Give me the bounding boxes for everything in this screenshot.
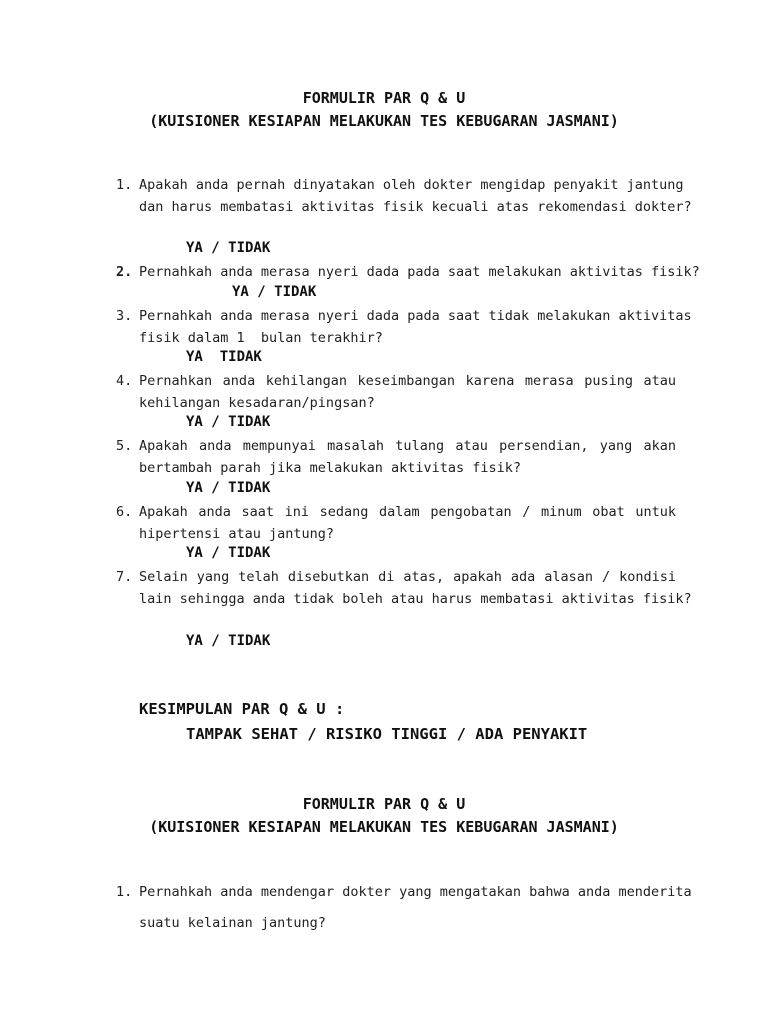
question-5	[116, 435, 676, 479]
answer-option-3: YA TIDAK	[186, 349, 262, 365]
conclusion-label: KESIMPULAN PAR Q & U :	[139, 700, 345, 718]
question-2	[116, 261, 700, 283]
conclusion-options: TAMPAK SEHAT / RISIKO TINGGI / ADA PENYAKIT	[186, 725, 588, 743]
question-text-line: dan harus membatasi aktivitas fisik kecuali atas rekomendasi dokter?	[139, 199, 692, 215]
question-number: 3.	[116, 308, 133, 324]
question-number: 1.	[116, 884, 133, 900]
question-text-line: Pernahkan anda kehilangan keseimbangan karena merasa pusing atau	[139, 373, 676, 389]
question-text-line: Selain yang telah disebutkan di atas, apakah ada alasan / kondisi	[139, 569, 676, 585]
question-text-line: Pernahkah anda mendengar dokter yang mengatakan bahwa anda menderita	[139, 884, 692, 900]
question-number: 7.	[116, 569, 133, 585]
form-subtitle: (KUISIONER KESIAPAN MELAKUKAN TES KEBUGARAN JASMANI)	[149, 112, 619, 130]
answer-option-6: YA / TIDAK	[186, 545, 271, 561]
question-1	[116, 174, 692, 218]
form-title: FORMULIR PAR Q & U	[302, 89, 466, 107]
answer-option-4: YA / TIDAK	[186, 414, 271, 430]
question-number: 1.	[116, 177, 133, 193]
question-3	[116, 305, 692, 349]
question-text-line: Apakah anda mempunyai masalah tulang atau persendian, yang akan	[139, 438, 676, 454]
question-6	[116, 501, 676, 545]
question-text-line: bertambah parah jika melakukan aktivitas fisik?	[139, 460, 522, 476]
question-7	[116, 566, 692, 610]
question-number: 4.	[116, 373, 133, 389]
question-number: 2.	[116, 264, 133, 280]
question-number: 6.	[116, 504, 133, 520]
question-text-line: Apakah anda saat ini sedang dalam pengobatan / minum obat untuk	[139, 504, 676, 520]
question-text-line: kehilangan kesadaran/pingsan?	[139, 395, 375, 411]
answer-option-5: YA / TIDAK	[186, 480, 271, 496]
form-subtitle-2: (KUISIONER KESIAPAN MELAKUKAN TES KEBUGARAN JASMANI)	[149, 818, 619, 836]
question-text-line: suatu kelainan jantung?	[139, 915, 326, 931]
question-text-line: fisik dalam 1 bulan terakhir?	[139, 330, 383, 346]
form-title-2: FORMULIR PAR Q & U	[302, 795, 466, 813]
question-text-line: hipertensi atau jantung?	[139, 526, 335, 542]
question-number: 5.	[116, 438, 133, 454]
answer-option-1: YA / TIDAK	[186, 240, 271, 256]
question-4	[116, 370, 676, 414]
answer-option-7: YA / TIDAK	[186, 633, 271, 649]
question-text-line: Apakah anda pernah dinyatakan oleh dokter mengidap penyakit jantung	[139, 177, 684, 193]
answer-option-2: YA / TIDAK	[232, 284, 317, 300]
question-text-line: lain sehingga anda tidak boleh atau harus membatasi aktivitas fisik?	[139, 591, 692, 607]
question-text-line: Pernahkah anda merasa nyeri dada pada saat tidak melakukan aktivitas	[139, 308, 692, 324]
question-2-1	[116, 877, 692, 939]
question-text-line: Pernahkah anda merasa nyeri dada pada saat melakukan aktivitas fisik?	[139, 264, 700, 280]
